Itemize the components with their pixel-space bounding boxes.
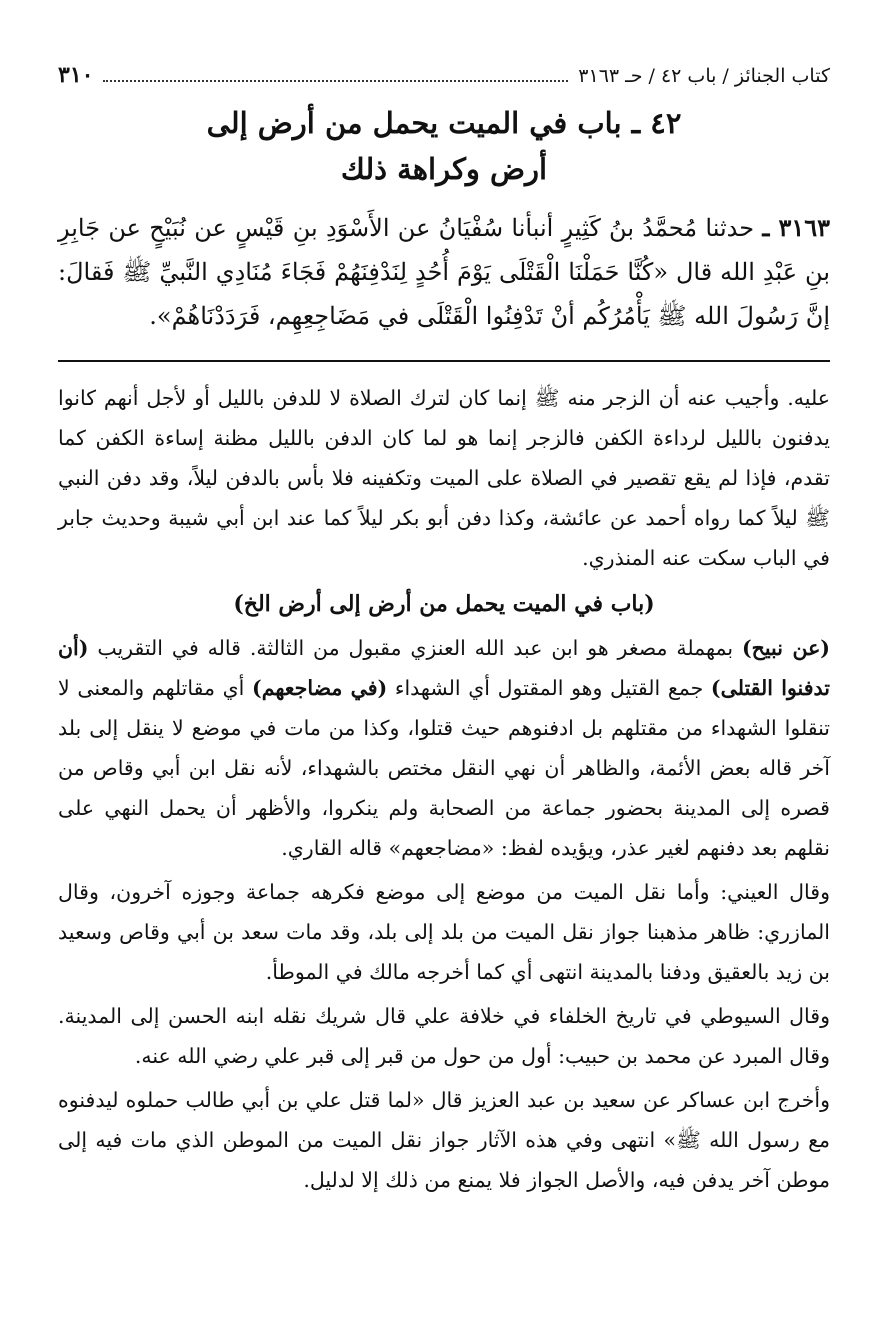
page-number: ٣١٠ [58, 62, 94, 88]
chapter-title-line-2: أرض وكراهة ذلك [340, 152, 548, 186]
commentary-p2-text-3: أي مقاتلهم والمعنى لا تنقلوا الشهداء من مقتلهم بل ادفنوهم حيث قتلوا، وكذا من مات في موضع لا ينقل إلى بلد آخر قاله بعض الأئمة، والظاهر أن نهي النقل مختص بالشهداء، لأنه نقل ابن أبي وقاص من قصره إلى المدينة بحضور جماعة من الصحابة ولم ينكروا، والأظهر أن يحمل النهي على نقلهم بعد دفنهم لغير عذر، ويؤيده لفظ: «مضاجعهم» قاله القاري. [58, 676, 830, 860]
term-nubayh: (عن نبيح) [741, 636, 830, 660]
book-page [58, 60, 830, 1320]
hadith-number: ٣١٦٣ ـ [762, 213, 831, 242]
section-divider [58, 360, 830, 362]
commentary-paragraph-2 [58, 628, 830, 868]
commentary-p2-text-1: بمهملة مصغر هو ابن عبد الله العنزي مقبول من الثالثة. قاله في التقريب [88, 636, 742, 660]
commentary [58, 378, 830, 1200]
commentary-p2-text-2: جمع القتيل وهو المقتول أي الشهداء [387, 676, 711, 700]
commentary-paragraph-1: عليه. وأجيب عنه أن الزجر منه ﷺ إنما كان لترك الصلاة لا للدفن بالليل أو لأجل أنهم كانوا يدفنون بالليل لرداءة الكفن فالزجر إنما هو لما كان الدفن بالليل مظنة إساءة الكفن كما تقدم، فإذا لم يقع تقصير في الصلاة على الميت وتكفينه فلا بأس بالدفن ليلاً، وقد دفن النبي ﷺ ليلاً كما رواه أحمد عن عائشة، وكذا دفن أبو بكر ليلاً كما عند ابن أبي شيبة وحديث جابر في الباب سكت عنه المنذري. [58, 386, 830, 570]
chapter-title-line-1: ٤٢ ـ باب في الميت يحمل من أرض إلى [206, 106, 682, 140]
commentary-paragraph-3: وقال العيني: وأما نقل الميت من موضع إلى موضع فكرهه جماعة وجوزه آخرون، وقال المازري: ظاهر مذهبنا جواز نقل الميت من بلد إلى بلد، وقد مات سعد بن أبي وقاص وسعيد بن زيد بالعقيق ودفنا بالمدينة انتهى أي كما أخرجه مالك في الموطأ. [58, 880, 830, 984]
chapter-title [58, 100, 830, 192]
hadith-text: حدثنا مُحمَّدُ بنُ كَثِيرٍ أنبأنا سُفْيَانُ عن الأَسْوَدِ بنِ قَيْسٍ عن نُبَيْحٍ عن جَابِرِ بنِ عَبْدِ الله قال «كُنَّا حَمَلْنَا الْقَتْلَى يَوْمَ أُحُدٍ لِنَدْفِنَهُمْ فَجَاءَ مُنَادِي النَّبيِّ ﷺ فَقالَ: إنَّ رَسُولَ الله ﷺ يَأْمُرُكُم أنْ تَدْفِنُوا الْقَتْلَى في مَضَاجِعِهِم، فَرَدَدْنَاهُمْ». [58, 214, 830, 330]
header-dots-divider [103, 66, 568, 82]
term-bury-the-slain: (أن تدفنوا القتلى) [58, 636, 830, 700]
commentary-section-heading: (باب في الميت يحمل من أرض إلى أرض الخ) [233, 591, 655, 617]
header-title: كتاب الجنائز / باب ٤٢ / حـ ٣١٦٣ [578, 65, 830, 87]
commentary-paragraph-5: وأخرج ابن عساكر عن سعيد بن عبد العزيز قال «لما قتل علي بن أبي طالب حملوه ليدفنوه مع رسول الله ﷺ» انتهى وفي هذه الآثار جواز نقل الميت من الموطن الذي مات فيه إلى موطن آخر يدفن فيه، والأصل الجواز فلا يمنع من ذلك إلا لدليل. [58, 1088, 830, 1192]
term-in-their-places: (في مضاجعهم) [252, 676, 388, 700]
running-header [58, 60, 830, 94]
commentary-paragraph-4: وقال السيوطي في تاريخ الخلفاء في خلافة علي قال شريك نقله ابنه الحسن إلى المدينة. وقال المبرد عن محمد بن حبيب: أول من حول من قبر إلى قبر علي رضي الله عنه. [58, 1004, 830, 1068]
hadith-text-block [58, 206, 830, 338]
